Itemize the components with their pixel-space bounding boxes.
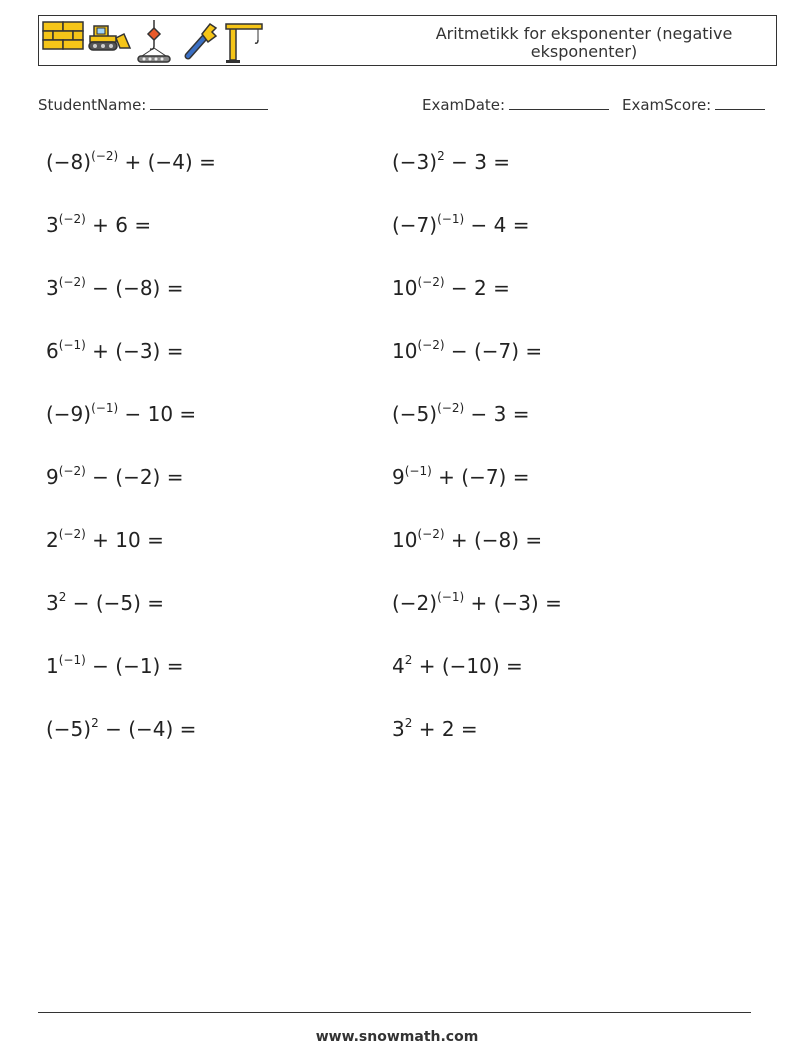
problem-exponent: (−1) (437, 590, 465, 604)
exam-score-label: ExamScore: (622, 96, 712, 114)
student-name-blank[interactable] (150, 94, 268, 110)
problem-rest: + (−3) = (464, 591, 562, 615)
problem-rest: − 2 = (444, 276, 510, 300)
problem-rest: − 3 = (444, 150, 511, 174)
problem-left-1 (46, 150, 216, 174)
problem-right-4 (392, 339, 542, 363)
exam-score-field (622, 94, 765, 114)
problem-exponent: (−1) (58, 653, 86, 667)
problem-right-5 (392, 402, 529, 426)
problem-exponent: 2 (437, 149, 445, 163)
footer-url: www.snowmath.com (315, 1029, 479, 1045)
problem-exponent: (−2) (417, 275, 445, 289)
problem-rest: − (−2) = (85, 465, 184, 489)
exam-date-label: ExamDate: (422, 96, 506, 114)
problem-right-8 (392, 591, 562, 615)
problem-left-3 (46, 276, 183, 300)
problem-base: (−5) (392, 402, 438, 426)
problem-exponent: (−1) (91, 401, 119, 415)
problem-rest: − 3 = (464, 402, 530, 426)
problem-rest: + (−10) = (412, 654, 523, 678)
problem-base: 4 (392, 654, 405, 678)
problem-exponent: (−2) (91, 149, 119, 163)
problem-left-4 (46, 339, 183, 363)
problem-base: 10 (392, 276, 418, 300)
problem-left-9 (46, 654, 183, 678)
problem-base: 3 (46, 213, 59, 237)
student-name-label: StudentName: (38, 96, 147, 114)
problem-base: 9 (46, 465, 59, 489)
problem-right-10 (392, 717, 478, 741)
footer-divider (38, 1012, 751, 1013)
problem-right-2 (392, 213, 529, 237)
problem-base: 6 (46, 339, 59, 363)
problem-exponent: 2 (91, 716, 99, 730)
problem-rest: + (−8) = (444, 528, 543, 552)
problem-base: 1 (46, 654, 59, 678)
problem-rest: − (−5) = (66, 591, 165, 615)
problem-exponent: (−2) (58, 275, 86, 289)
problem-base: 2 (46, 528, 59, 552)
problem-exponent: (−2) (58, 527, 86, 541)
wrench-icon (182, 20, 220, 60)
problem-right-9 (392, 654, 523, 678)
problem-base: 10 (392, 528, 418, 552)
problem-exponent: (−2) (417, 527, 445, 541)
problem-exponent: (−1) (404, 464, 432, 478)
problem-rest: + 2 = (412, 717, 478, 741)
problem-exponent: 2 (58, 590, 67, 604)
bulldozer-icon (86, 20, 132, 56)
problem-exponent: 2 (404, 716, 413, 730)
tower-crane-icon (224, 20, 266, 64)
problem-base: 3 (46, 276, 59, 300)
problem-rest: − (−7) = (444, 339, 543, 363)
problem-exponent: (−2) (58, 212, 86, 226)
problem-left-6 (46, 465, 183, 489)
problem-exponent: (−2) (58, 464, 86, 478)
problem-base: 10 (392, 339, 418, 363)
problem-right-7 (392, 528, 542, 552)
problem-exponent: (−2) (437, 401, 465, 415)
problem-rest: − (−4) = (98, 717, 197, 741)
problem-right-6 (392, 465, 529, 489)
problem-rest: − (−8) = (85, 276, 184, 300)
problem-rest: + 10 = (85, 528, 164, 552)
problem-left-10 (46, 717, 196, 741)
problem-left-8 (46, 591, 164, 615)
problem-base: (−2) (392, 591, 438, 615)
problem-rest: − (−1) = (85, 654, 184, 678)
problem-base: 3 (392, 717, 405, 741)
problem-rest: + (−4) = (118, 150, 216, 174)
problem-base: (−8) (46, 150, 92, 174)
student-name-field (38, 94, 268, 114)
brick-wall-icon (42, 20, 86, 56)
problem-base: (−5) (46, 717, 92, 741)
problem-exponent: 2 (404, 653, 413, 667)
problem-left-7 (46, 528, 164, 552)
crane-hook-icon (134, 20, 174, 64)
problem-right-3 (392, 276, 510, 300)
problem-base: (−9) (46, 402, 92, 426)
problem-rest: + (−3) = (85, 339, 184, 363)
exam-date-blank[interactable] (509, 94, 609, 110)
problem-exponent: (−2) (417, 338, 445, 352)
exam-score-blank[interactable] (715, 94, 765, 110)
problem-base: (−7) (392, 213, 438, 237)
problem-base: (−3) (392, 150, 438, 174)
problem-base: 3 (46, 591, 59, 615)
problem-left-2 (46, 213, 151, 237)
problem-exponent: (−1) (58, 338, 86, 352)
header-box (38, 15, 777, 66)
problem-rest: − 4 = (464, 213, 530, 237)
exam-date-field (422, 94, 609, 114)
problem-rest: − 10 = (118, 402, 197, 426)
problem-rest: + (−7) = (431, 465, 530, 489)
problem-base: 9 (392, 465, 405, 489)
problem-right-1 (392, 150, 510, 174)
problem-left-5 (46, 402, 196, 426)
problem-exponent: (−1) (437, 212, 465, 226)
worksheet-title: Aritmetikk for eksponenter (negative eksponenter) (435, 24, 733, 61)
problem-rest: + 6 = (85, 213, 152, 237)
